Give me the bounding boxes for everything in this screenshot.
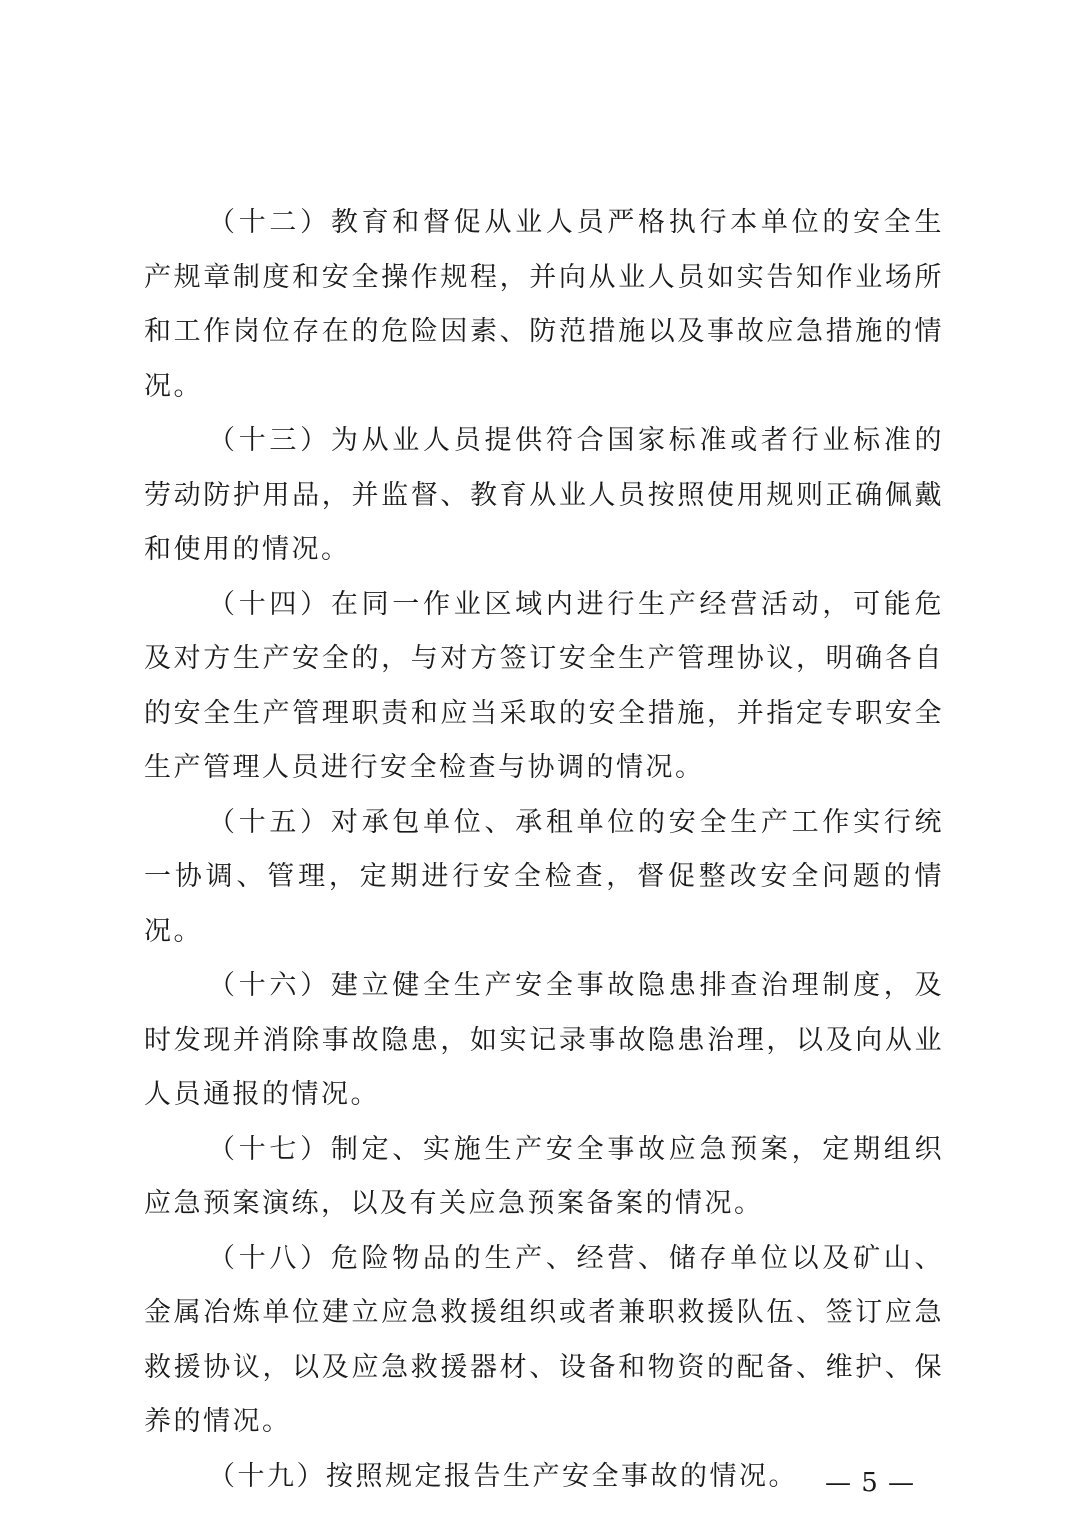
paragraph-15: （十五）对承包单位、承租单位的安全生产工作实行统一协调、管理，定期进行安全检查，督促整改安全问题的情况。	[144, 806, 944, 947]
paragraph-16: （十六）建立健全生产安全事故隐患排查治理制度，及时发现并消除事故隐患，如实记录事故隐患治理，以及向从业人员通报的情况。	[144, 970, 944, 1110]
document-body	[144, 196, 944, 1504]
paragraph-19: （十九）按照规定报告生产安全事故的情况。	[208, 1460, 798, 1492]
paragraph-14: （十四）在同一作业区域内进行生产经营活动，可能危及对方生产安全的，与对方签订安全生产管理协议，明确各自的安全生产管理职责和应当采取的安全措施，并指定专职安全生产管理人员进行安全检查与协调的情况。	[144, 588, 944, 783]
paragraph-17: （十七）制定、实施生产安全事故应急预案，定期组织应急预案演练，以及有关应急预案备案的情况。	[144, 1133, 944, 1219]
page-number: — 5 —	[824, 1468, 916, 1498]
paragraph-18: （十八）危险物品的生产、经营、储存单位以及矿山、金属冶炼单位建立应急救援组织或者兼职救援队伍、签订应急救援协议，以及应急救援器材、设备和物资的配备、维护、保养的情况。	[144, 1242, 944, 1437]
paragraph-12: （十二）教育和督促从业人员严格执行本单位的安全生产规章制度和安全操作规程，并向从业人员如实告知作业场所和工作岗位存在的危险因素、防范措施以及事故应急措施的情况。	[144, 207, 944, 402]
paragraph-13: （十三）为从业人员提供符合国家标准或者行业标准的劳动防护用品，并监督、教育从业人员按照使用规则正确佩戴和使用的情况。	[144, 425, 944, 565]
